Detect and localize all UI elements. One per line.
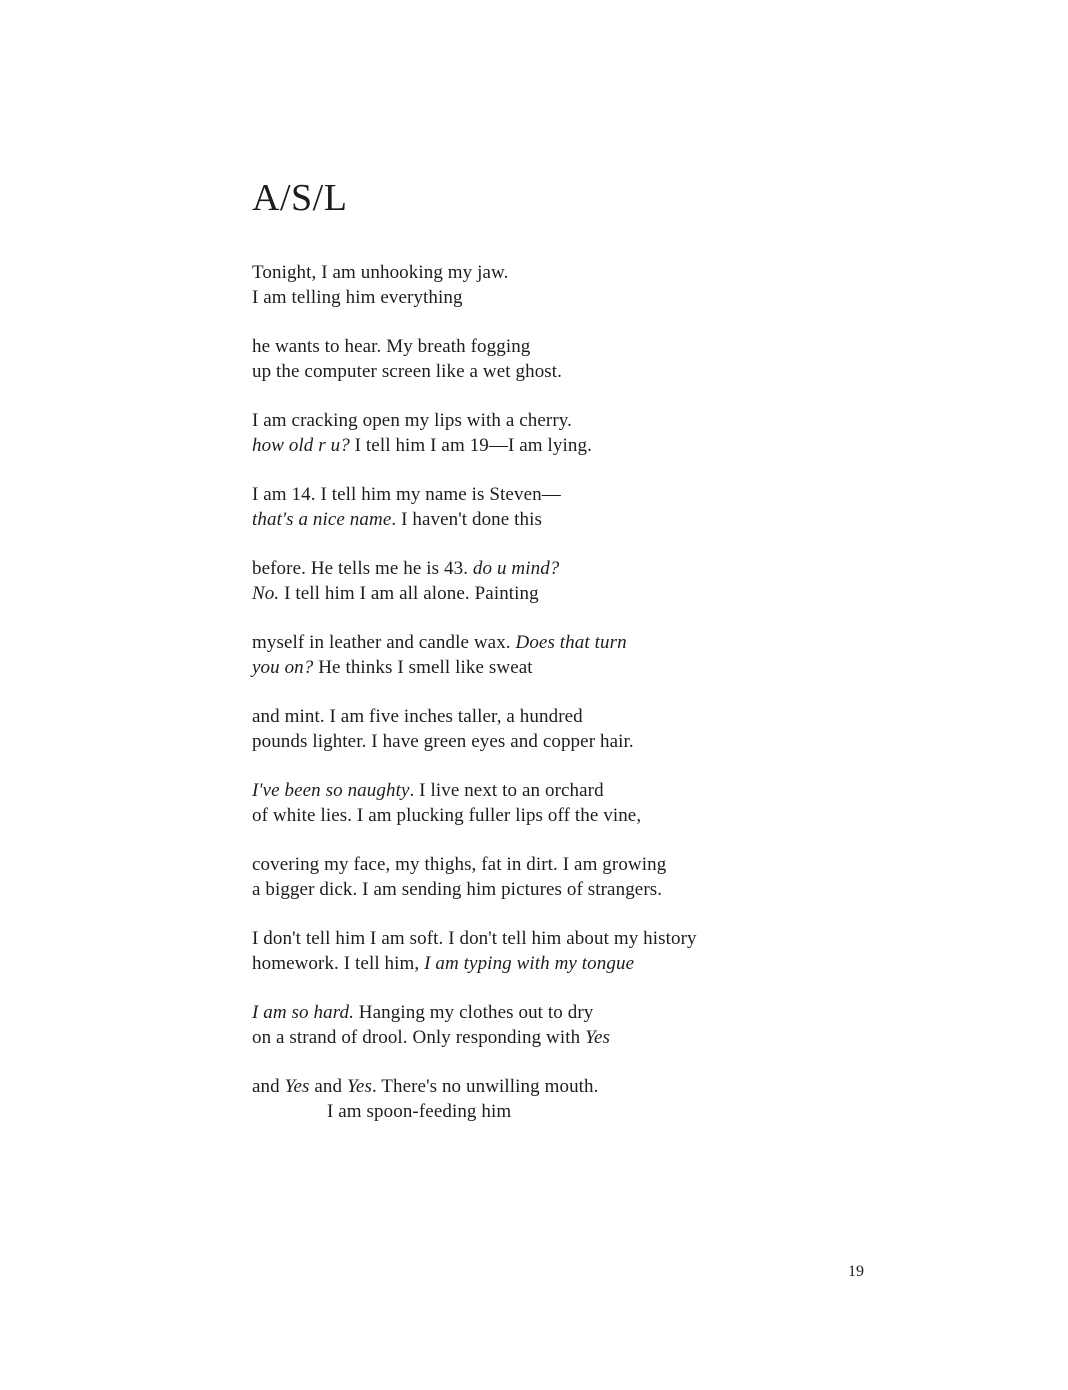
stanza — [252, 926, 872, 976]
poem-segment: a bigger dick. I am sending him pictures of strangers. — [252, 879, 663, 900]
poem-segment: up the computer screen like a wet ghost. — [252, 361, 563, 382]
poem-segment: . I haven't done this — [391, 509, 543, 530]
poem-segment: I am 14. I tell him my name is Steven— — [252, 484, 561, 505]
poem-line — [252, 1025, 872, 1050]
poem-segment-italic: you on? — [252, 657, 314, 678]
poem-segment: he wants to hear. My breath fogging — [252, 336, 531, 357]
poem-line — [252, 556, 872, 581]
stanza — [252, 260, 872, 310]
stanza — [252, 482, 872, 532]
stanza — [252, 334, 872, 384]
poem-segment: pounds lighter. I have green eyes and copper hair. — [252, 731, 634, 752]
poem-segment: before. He tells me he is 43. — [252, 558, 473, 579]
poem-title: A/S/L — [252, 177, 348, 219]
poem-segment: . I live next to an orchard — [409, 780, 604, 801]
poem-segment: He thinks I smell like sweat — [313, 657, 533, 678]
stanza — [252, 778, 872, 828]
poem-segment: homework. I tell him, — [252, 953, 425, 974]
poem-line — [252, 655, 872, 680]
poem-segment-italic: I am typing with my tongue — [424, 953, 635, 974]
poem-segment: I am spoon-feeding him — [327, 1101, 512, 1122]
stanza — [252, 704, 872, 754]
poem-line — [252, 1099, 872, 1124]
stanza — [252, 408, 872, 458]
poem-segment-italic: Does that turn — [515, 632, 627, 653]
poem-line — [252, 408, 872, 433]
poem-segment: Hanging my clothes out to dry — [353, 1002, 594, 1023]
poem-line — [252, 1000, 872, 1025]
poem-line — [252, 951, 872, 976]
poem-segment: and mint. I am five inches taller, a hundred — [252, 706, 583, 727]
poem-line — [252, 729, 872, 754]
poem-segment: I am cracking open my lips with a cherry. — [252, 410, 572, 431]
poem-line — [252, 803, 872, 828]
poem-segment-italic: Yes — [284, 1076, 310, 1097]
poem-segment: of white lies. I am plucking fuller lips off the vine, — [252, 805, 642, 826]
poem-segment-italic: how old r u? — [252, 435, 350, 456]
poem-line — [252, 926, 872, 951]
poem-segment-italic: that's a nice name — [252, 509, 392, 530]
stanza — [252, 852, 872, 902]
stanza — [252, 556, 872, 606]
poem-line — [252, 778, 872, 803]
poem-line — [252, 877, 872, 902]
poem-line — [252, 630, 872, 655]
poem-segment: I am telling him everything — [252, 287, 463, 308]
poem-segment-italic: No. — [252, 583, 280, 604]
poem-segment: I tell him I am all alone. Painting — [279, 583, 539, 604]
poem-segment: and — [309, 1076, 347, 1097]
poem-body — [252, 260, 872, 1124]
poem-segment: and — [252, 1076, 285, 1097]
poem-line — [252, 1074, 872, 1099]
poem-segment: Tonight, I am unhooking my jaw. — [252, 262, 509, 283]
poem-segment-italic: Yes — [585, 1027, 611, 1048]
poem-line — [252, 359, 872, 384]
stanza — [252, 1074, 872, 1124]
poem-segment: I don't tell him I am soft. I don't tell him about my history — [252, 928, 697, 949]
poem-segment: covering my face, my thighs, fat in dirt. I am growing — [252, 854, 667, 875]
poem-segment: on a strand of drool. Only responding with — [252, 1027, 586, 1048]
poem-segment: I tell him I am 19—I am lying. — [349, 435, 592, 456]
poem-line — [252, 581, 872, 606]
poem-segment-italic: Yes — [346, 1076, 372, 1097]
poem-line — [252, 433, 872, 458]
poem-line — [252, 507, 872, 532]
poem-content — [252, 178, 872, 1148]
poem-segment: myself in leather and candle wax. — [252, 632, 516, 653]
stanza — [252, 1000, 872, 1050]
poem-line — [252, 334, 872, 359]
poem-line — [252, 260, 872, 285]
poem-line — [252, 285, 872, 310]
stanza — [252, 630, 872, 680]
poem-segment-italic: I've been so naughty — [252, 780, 410, 801]
poem-line — [252, 704, 872, 729]
poem-line — [252, 852, 872, 877]
poem-segment-italic: do u mind? — [472, 558, 560, 579]
poem-line — [252, 482, 872, 507]
poem-segment: . There's no unwilling mouth. — [371, 1076, 599, 1097]
poem-segment-italic: I am so hard. — [252, 1002, 354, 1023]
page-number: 19 — [848, 1263, 864, 1280]
